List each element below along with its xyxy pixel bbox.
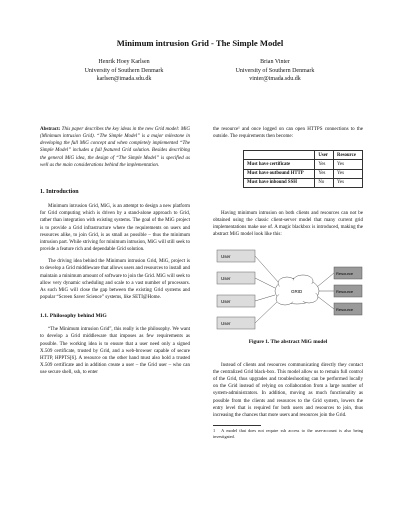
- table-row: [244, 160, 363, 169]
- abstract-label: Abstract:: [40, 127, 61, 132]
- author-name: Brian Vinter: [260, 59, 290, 65]
- abstract-text: This paper describes the key ideas in the new Grid model: MiG (Minimum intrusion Grid). “The Simple Model” is a major milestone in developing the full MiG concept and when completely implemented “The Simple Model” includes a full featured Grid solution. Besides describing the general MiG idea, the design of “The Simple Model” is specified as well as the main considerations behind the implementation.: [40, 127, 190, 168]
- table-header-cell: User: [315, 151, 334, 160]
- table-cell: Yes: [315, 160, 334, 169]
- resource-label: Resource: [336, 288, 354, 294]
- resource-label: Resource: [336, 270, 354, 276]
- footnote-number: 1: [213, 427, 216, 433]
- right-paragraph-3: Instead of clients and resources communicating directly they contact the centralized Grid black-box. This model allow us to remain full control of the Grid, thus upgrades and troubleshooting can be performed locally on the Grid instead of relying on collaboration from a large number of system-administrators. In addition, moving as much functionality as possible from the clients and resources to the Grid system, lowers the entry level that is required for both users and resources to join, thus increasing the chances that more users and resources join the Grid.: [213, 362, 363, 418]
- table-row-label: Must have outbound HTTP: [244, 169, 315, 178]
- table-header-cell: [244, 151, 315, 160]
- table-row-label: Must have inbound SSH: [244, 178, 315, 187]
- footnote-divider: [213, 425, 261, 426]
- author-name: Henrik Hoey Karlsen: [98, 59, 150, 65]
- intro-paragraph-1: Minimum intrusion Grid, MiG, is an attempt to design a new platform for Grid computing which is driven by a stand-alone approach to Grid, rather than integration with existing systems. The goal of the MiG project is to provide a Grid infrastructure where the requirements on users and resources alike, to join Grid, is as small as possible – thus the minimum intrusion part. While striving for minimum intrusion, MiG will still seek to provide a feature rich and dependable Grid solution.: [40, 204, 190, 253]
- right-paragraph-1: the resource¹ and once logged on can open HTTPS connections to the outside. The requirements then become:: [213, 127, 363, 140]
- table-cell: Yes: [334, 169, 363, 178]
- connector-line: [317, 273, 334, 287]
- table-row: [244, 178, 363, 187]
- right-column: [213, 126, 363, 439]
- user-label: User: [221, 275, 231, 281]
- footnote-text: A model that does not require ssh access to the user-account is also being investigated.: [213, 427, 363, 439]
- connector-line: [255, 278, 275, 288]
- mig-model-figure: [213, 245, 363, 335]
- author-email: vinter@imada.sdu.dk: [249, 76, 301, 83]
- paper-title: Minimum intrusion Grid - The Simple Model: [116, 38, 284, 48]
- left-column: [40, 126, 190, 376]
- table-cell: Yes: [334, 178, 363, 187]
- table-row: [244, 169, 363, 178]
- table-cell: Yes: [334, 160, 363, 169]
- author-email: karlsen@imada.sdu.dk: [96, 76, 152, 83]
- grid-label: GRID: [291, 288, 303, 294]
- section-heading-philosophy: 1.1. Philosophy behind MiG: [40, 313, 107, 320]
- figure-caption: Figure 1. The abstract MiG model: [248, 338, 328, 345]
- table-header-cell: Resource: [334, 151, 363, 160]
- resource-label: Resource: [336, 306, 354, 312]
- right-paragraph-2: Having minimum intrusion on both clients and resources can not be obtained using the classic client-server model that many current grid implementations make use of. A magic blackbox is introduced, making the abstract MiG model look like this:: [213, 210, 363, 238]
- table-cell: No: [315, 178, 334, 187]
- philosophy-paragraph-1: “The Minimum intrusion Grid”, this really is the philosophy. We want to develop a Grid middleware that imposes as few requirements as possible. The working idea is to ensure that a user need only a signed X.509 certificate, trusted by Grid, and a web-browser capable of secure HTTP, HPPTS[6]. A resource on the other hand must also hold a trusted X.509 certificate and in addition create a user – the Grid user – who can use secure shell, ssh, to enter: [40, 327, 190, 376]
- author-block-2: [205, 58, 345, 84]
- connector-line: [255, 256, 279, 283]
- requirements-table: [243, 150, 363, 188]
- table-header-row: [244, 151, 363, 160]
- footnote: [213, 428, 363, 439]
- connector-line: [255, 300, 279, 323]
- user-label: User: [221, 320, 231, 326]
- table-row-label: Must have certificate: [244, 160, 315, 169]
- mig-model-diagram: [213, 245, 363, 335]
- abstract: [40, 126, 190, 169]
- author-affiliation: University of Southern Denmark: [235, 67, 315, 74]
- user-label: User: [221, 298, 231, 304]
- connector-line: [317, 296, 334, 309]
- section-heading-introduction: 1. Introduction: [40, 188, 79, 195]
- table-cell: Yes: [315, 169, 334, 178]
- connector-line: [255, 295, 275, 301]
- author-block-1: [54, 58, 194, 84]
- intro-paragraph-2: The driving idea behind the Minimum intrusion Grid, MiG, project is to develop a Grid middleware that allows users and resources to install and maintain a minimum amount of software to join the Grid. MiG will seek to allow very dynamic scheduling and scale to a vast number of processors. As such MiG will close the gap between the existing Grid systems and popular “Screen Saver Science” systems, like SETI@Home.: [40, 259, 190, 300]
- user-label: User: [221, 253, 231, 259]
- author-affiliation: University of Southern Denmark: [84, 67, 164, 74]
